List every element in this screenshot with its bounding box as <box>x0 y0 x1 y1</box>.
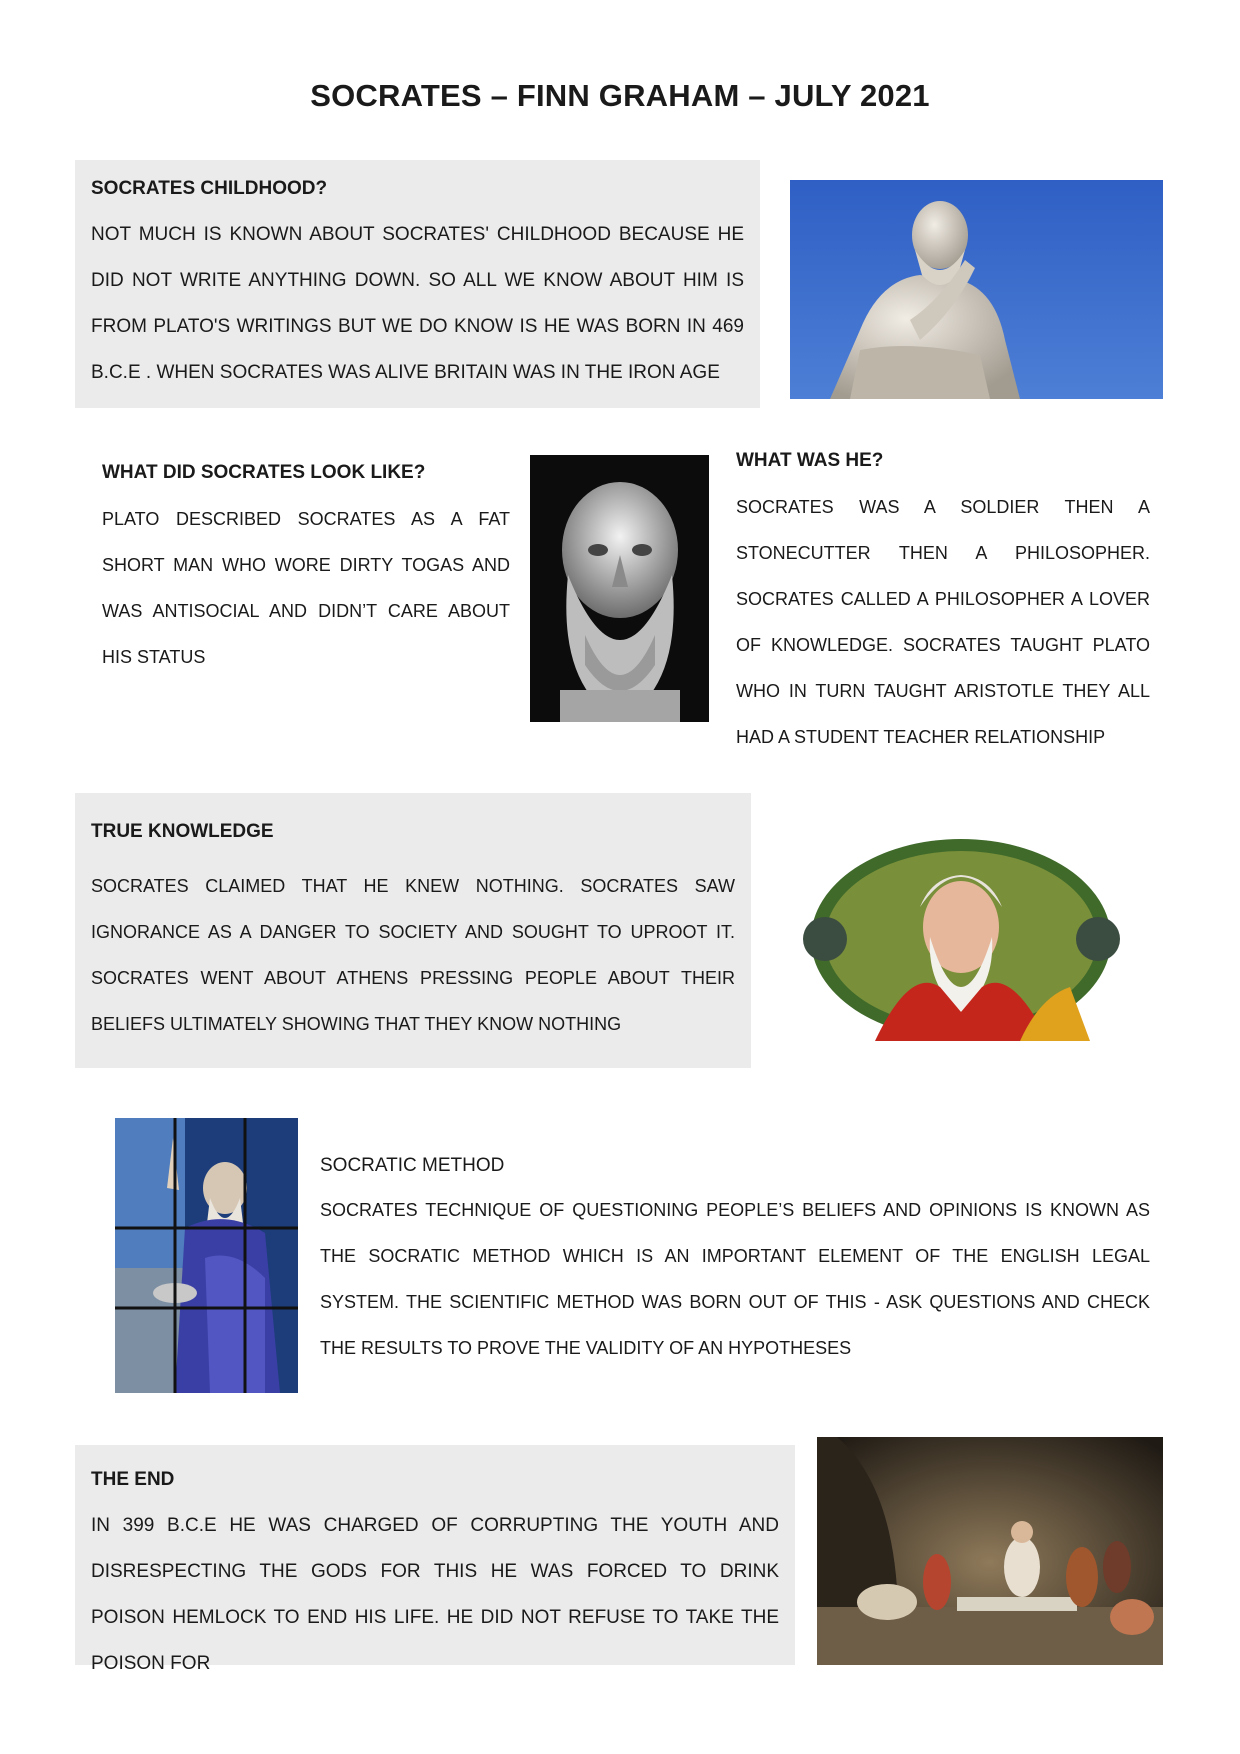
thinking-statue-photo <box>790 180 1163 399</box>
look-body: PLATO DESCRIBED SOCRATES AS A FAT SHORT MAN WHO WORE DIRTY TOGAS AND WAS ANTISOCIAL AND DIDN’T CARE ABOUT HIS STATUS <box>102 509 510 667</box>
end-heading: THE END <box>91 1469 175 1490</box>
childhood-heading: SOCRATES CHILDHOOD? <box>91 178 328 199</box>
what-heading: WHAT WAS HE? <box>736 450 884 471</box>
method-heading: SOCRATIC METHOD <box>320 1155 505 1176</box>
look-heading: WHAT DID SOCRATES LOOK LIKE? <box>102 462 426 483</box>
knowledge-heading: TRUE KNOWLEDGE <box>91 821 274 842</box>
death-of-socrates-painting <box>817 1437 1163 1665</box>
section-look <box>102 462 510 680</box>
section-method <box>320 1155 1150 1371</box>
section-end <box>75 1445 795 1674</box>
what-body: SOCRATES WAS A SOLDIER THEN A STONECUTTER THEN A PHILOSOPHER. SOCRATES CALLED A PHILOSOPHER A LOVER OF KNOWLEDGE. SOCRATES TAUGHT PLATO WHO IN TURN TAUGHT ARISTOTLE THEY ALL HAD A STUDENT TEACHER RELATIONSHIP <box>736 497 1150 747</box>
method-body: SOCRATES TECHNIQUE OF QUESTIONING PEOPLE’S BELIEFS AND OPINIONS IS KNOWN AS THE SOCRATIC METHOD WHICH IS AN IMPORTANT ELEMENT OF THE ENGLISH LEGAL SYSTEM. THE SCIENTIFIC METHOD WAS BORN OUT OF THIS - ASK QUESTIONS AND CHECK THE RESULTS TO PROVE THE VALIDITY OF AN HYPOTHESES <box>320 1200 1150 1358</box>
section-what <box>736 450 1150 760</box>
stained-glass-figure <box>115 1118 298 1393</box>
childhood-body: NOT MUCH IS KNOWN ABOUT SOCRATES' CHILDHOOD BECAUSE HE DID NOT WRITE ANYTHING DOWN. SO ALL WE KNOW ABOUT HIM IS FROM PLATO'S WRITINGS BUT WE DO KNOW IS HE WAS BORN IN 469 B.C.E . WHEN SOCRATES WAS ALIVE BRITAIN WAS IN THE IRON AGE <box>91 224 744 383</box>
section-knowledge <box>75 793 751 1068</box>
bust-photo <box>530 455 709 722</box>
knowledge-body: SOCRATES CLAIMED THAT HE KNEW NOTHING. SOCRATES SAW IGNORANCE AS A DANGER TO SOCIETY AND SOUGHT TO UPROOT IT. SOCRATES WENT ABOUT ATHENS PRESSING PEOPLE ABOUT THEIR BELIEFS ULTIMATELY SHOWING THAT THEY KNOW NOTHING <box>91 876 735 1034</box>
section-childhood <box>75 160 760 408</box>
laurel-portrait-painting <box>790 837 1133 1041</box>
page-title: SOCRATES – FINN GRAHAM – JULY 2021 <box>310 78 930 113</box>
end-body: IN 399 B.C.E HE WAS CHARGED OF CORRUPTING THE YOUTH AND DISRESPECTING THE GODS FOR THIS HE WAS FORCED TO DRINK POISON HEMLOCK TO END HIS LIFE. HE DID NOT REFUSE TO TAKE THE POISON FOR <box>91 1515 779 1674</box>
